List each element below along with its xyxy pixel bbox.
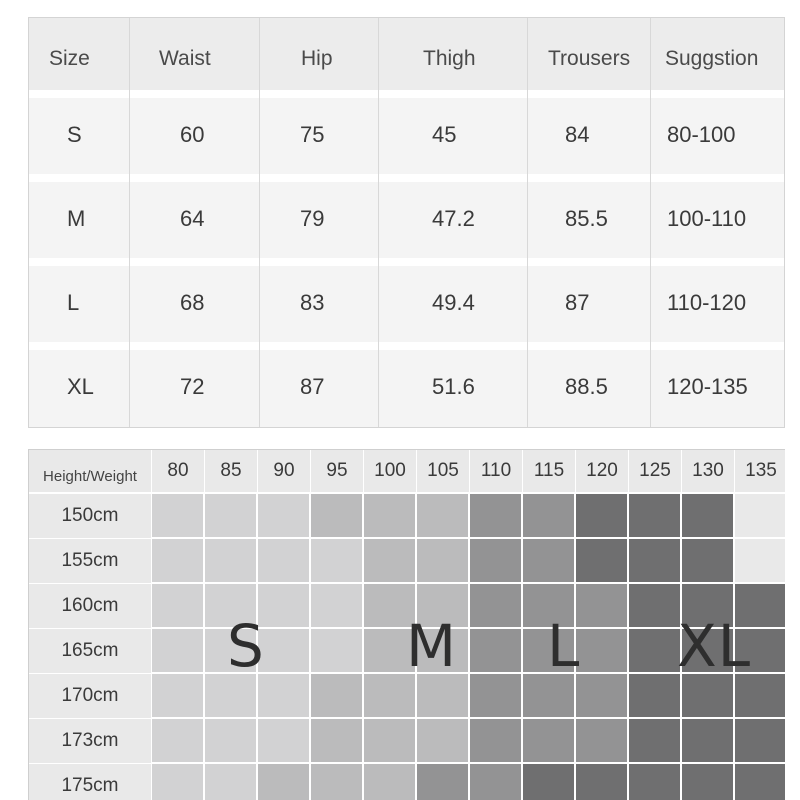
height-label: 175cm: [29, 764, 152, 800]
size-cell: [152, 494, 205, 539]
height-label: 170cm: [29, 674, 152, 719]
size-cell: [576, 584, 629, 629]
size-cell: [629, 584, 682, 629]
size-table-header-4: Trousers: [548, 47, 631, 70]
size-cell: [682, 719, 735, 764]
weight-header: 135: [735, 450, 785, 494]
size-cell: [364, 719, 417, 764]
size-cell: [258, 494, 311, 539]
size-cell: [258, 674, 311, 719]
size-cell: [152, 719, 205, 764]
size-label: XL: [67, 374, 94, 399]
size-cell: [470, 584, 523, 629]
size-cell: [311, 584, 364, 629]
size-cell: [629, 674, 682, 719]
table-cell: 110-120: [667, 290, 747, 315]
size-cell: [629, 719, 682, 764]
size-cell: [258, 584, 311, 629]
size-cell: [417, 719, 470, 764]
size-cell: [417, 494, 470, 539]
size-cell: [364, 674, 417, 719]
size-cell: [576, 629, 629, 674]
size-cell: [629, 629, 682, 674]
height-label: 150cm: [29, 494, 152, 539]
size-region-label: L: [547, 612, 581, 680]
table-cell: 100-110: [667, 206, 747, 231]
size-cell: [311, 539, 364, 584]
weight-header: 90: [258, 450, 311, 494]
size-cell: [205, 539, 258, 584]
height-label: 160cm: [29, 584, 152, 629]
size-cell: [205, 764, 258, 800]
table-cell: 64: [180, 206, 205, 231]
size-cell: [629, 764, 682, 800]
size-cell: [523, 719, 576, 764]
weight-header: 120: [576, 450, 629, 494]
size-cell: [735, 539, 785, 584]
weight-header: 125: [629, 450, 682, 494]
row-separator: [29, 174, 784, 182]
size-cell: [523, 674, 576, 719]
table-cell: 51.6: [432, 374, 475, 399]
size-table-header-0: Size: [49, 47, 90, 70]
table-cell: 87: [300, 374, 325, 399]
column-divider: [129, 18, 130, 427]
column-divider: [527, 18, 528, 427]
table-cell: 120-135: [667, 374, 748, 399]
size-region-label: S: [227, 612, 265, 680]
height-label: 165cm: [29, 629, 152, 674]
size-table-header-5: Suggstion: [665, 47, 759, 70]
size-cell: [258, 764, 311, 800]
weight-header: 95: [311, 450, 364, 494]
size-cell: [470, 764, 523, 800]
table-cell: 72: [180, 374, 205, 399]
size-region-label: XL: [677, 612, 752, 680]
size-cell: [258, 539, 311, 584]
size-cell: [735, 764, 785, 800]
weight-header: 130: [682, 450, 735, 494]
size-label: L: [67, 290, 80, 315]
weight-header: 100: [364, 450, 417, 494]
size-cell: [682, 539, 735, 584]
weight-header: 110: [470, 450, 523, 494]
column-divider: [378, 18, 379, 427]
size-region-label: M: [406, 612, 458, 680]
size-cell: [417, 764, 470, 800]
size-cell: [576, 719, 629, 764]
table-cell: 87: [565, 290, 590, 315]
size-cell: [682, 674, 735, 719]
table-cell: 60: [180, 122, 205, 147]
size-cell: [205, 674, 258, 719]
table-cell: 49.4: [432, 290, 475, 315]
table-cell: 45: [432, 122, 457, 147]
weight-header: 115: [523, 450, 576, 494]
weight-header: 80: [152, 450, 205, 494]
column-divider: [259, 18, 260, 427]
size-cell: [311, 764, 364, 800]
table-cell: 80-100: [667, 122, 736, 147]
size-table-grid: [29, 18, 784, 427]
size-cell: [417, 674, 470, 719]
size-cell: [152, 674, 205, 719]
size-cell: [152, 539, 205, 584]
size-cell: [417, 539, 470, 584]
size-table-header-2: Hip: [301, 47, 333, 70]
size-cell: [205, 494, 258, 539]
size-cell: [576, 539, 629, 584]
table-cell: 88.5: [565, 374, 608, 399]
size-cell: [576, 674, 629, 719]
size-cell: [470, 539, 523, 584]
size-cell: [311, 629, 364, 674]
size-label: S: [67, 122, 82, 147]
corner-label: Height/Weight: [29, 450, 152, 494]
size-cell: [364, 494, 417, 539]
size-cell: [523, 494, 576, 539]
size-cell: [311, 494, 364, 539]
size-cell: [258, 719, 311, 764]
size-cell: [205, 719, 258, 764]
size-cell: [523, 764, 576, 800]
size-cell: [152, 584, 205, 629]
table-cell: 68: [180, 290, 205, 315]
size-cell: [470, 629, 523, 674]
size-cell: [470, 674, 523, 719]
row-separator: [29, 258, 784, 266]
table-cell: 84: [565, 122, 590, 147]
size-table-header-1: Waist: [159, 47, 211, 70]
size-cell: [470, 494, 523, 539]
size-cell: [629, 539, 682, 584]
size-cell: [735, 674, 785, 719]
size-cell: [470, 719, 523, 764]
size-cell: [735, 494, 785, 539]
size-cell: [311, 674, 364, 719]
size-cell: [576, 494, 629, 539]
table-cell: 85.5: [565, 206, 608, 231]
size-cell: [258, 629, 311, 674]
size-cell: [152, 629, 205, 674]
size-table: [28, 17, 785, 428]
row-separator: [29, 90, 784, 98]
row-separator: [29, 342, 784, 350]
size-cell: [576, 764, 629, 800]
size-label: M: [67, 206, 86, 231]
height-label: 155cm: [29, 539, 152, 584]
height-weight-chart: [28, 449, 785, 800]
size-cell: [682, 764, 735, 800]
size-cell: [523, 539, 576, 584]
table-cell: 47.2: [432, 206, 475, 231]
size-cell: [682, 494, 735, 539]
size-cell: [152, 764, 205, 800]
size-cell: [364, 764, 417, 800]
weight-header: 105: [417, 450, 470, 494]
column-divider: [650, 18, 651, 427]
size-cell: [735, 719, 785, 764]
table-cell: 83: [300, 290, 325, 315]
size-cell: [364, 539, 417, 584]
table-cell: 79: [300, 206, 325, 231]
weight-header: 85: [205, 450, 258, 494]
size-cell: [629, 494, 682, 539]
size-cell: [311, 719, 364, 764]
size-table-header-3: Thigh: [423, 47, 476, 70]
height-label: 173cm: [29, 719, 152, 764]
table-cell: 75: [300, 122, 325, 147]
